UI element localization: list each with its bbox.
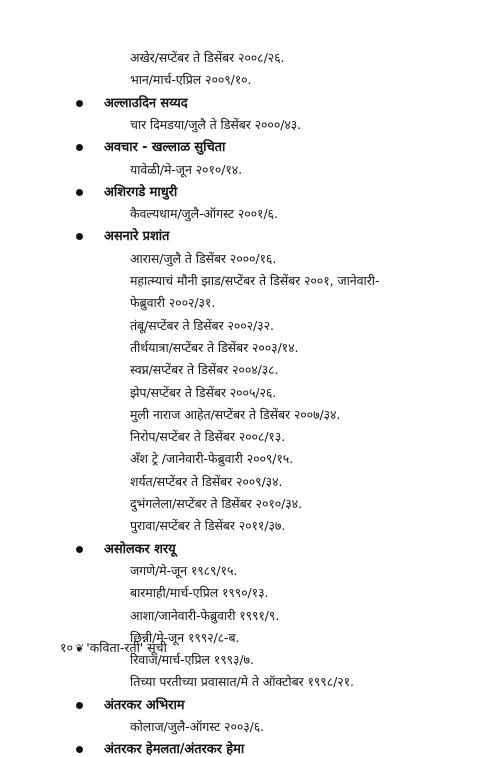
index-entry: महात्म्याचं मौनी झाड/सप्टेंबर ते डिसेंबर २००१, जानेवारी- bbox=[130, 273, 380, 288]
bullet-icon bbox=[76, 702, 83, 709]
index-entry: तंबू/सप्टेंबर ते डिसेंबर २००२/३२. bbox=[130, 318, 274, 333]
bullet-icon bbox=[76, 189, 83, 196]
author-name: अवचार - खल्लाळ सुचिता bbox=[104, 140, 226, 155]
author-name: अंतरकर अभिराम bbox=[104, 698, 185, 713]
bullet-icon bbox=[76, 546, 83, 553]
page-footer bbox=[60, 642, 167, 655]
index-entry: छिन्नी/मे-जून १९९२/८-ब. bbox=[130, 630, 240, 645]
index-entry: पुरावा/सप्टेंबर ते डिसेंबर २०११/३७. bbox=[130, 518, 286, 533]
author-name: अशिरगडे माधुरी bbox=[104, 185, 178, 200]
bullet-icon bbox=[76, 144, 83, 151]
index-entry: भान/मार्च-एप्रिल २००९/१०. bbox=[130, 72, 252, 87]
index-entry: शर्यत/सप्टेंबर ते डिसेंबर २००९/३४. bbox=[130, 474, 283, 489]
index-entry: रिवाज/मार्च-एप्रिल १९९३/७. bbox=[130, 652, 254, 667]
index-entry: अखेर/सप्टेंबर ते डिसेंबर २००८/२६. bbox=[130, 50, 285, 65]
index-entry: यावेळी/मे-जून २०१०/१४. bbox=[130, 162, 243, 177]
index-entry: आशा/जानेवारी-फेब्रुवारी १९९१/९. bbox=[130, 608, 280, 623]
index-entry: झेप/सप्टेंबर ते डिसेंबर २००५/२६. bbox=[130, 385, 277, 400]
author-name: अल्लाउदिन सय्यद bbox=[104, 96, 188, 111]
index-entry: आरास/जुलै ते डिसेंबर २०००/१६. bbox=[130, 251, 277, 266]
index-entry: निरोप/सप्टेंबर ते डिसेंबर २००८/१३. bbox=[130, 429, 286, 444]
footer-title: 'कविता-रती' सूची bbox=[86, 640, 167, 655]
index-entry: दुभंगलेला/सप्टेंबर ते डिसेंबर २०१०/३४. bbox=[130, 496, 302, 511]
index-entry: बारमाही/मार्च-एप्रिल १९९०/१३. bbox=[130, 585, 269, 600]
author-name: असनारे प्रशांत bbox=[104, 229, 170, 244]
index-entry: स्वप्न/सप्टेंबर ते डिसेंबर २००४/३८. bbox=[130, 362, 279, 377]
index-entry: जगणे/मे-जून १९८९/१५. bbox=[130, 563, 238, 578]
flower-ornament-icon: ❦ bbox=[75, 642, 85, 655]
index-entry: कैवल्यधाम/जुलै-ऑगस्ट २००१/६. bbox=[130, 206, 278, 221]
index-entry: अँश ट्रे /जानेवारी-फेब्रुवारी २००९/१५. bbox=[130, 451, 294, 466]
index-entry: तिच्या परतीच्या प्रवासात/मे ते ऑक्टोबर १९९८/२१. bbox=[130, 674, 354, 689]
author-name: अंतरकर हेमलता/अंतरकर हेमा bbox=[104, 742, 245, 757]
index-entry: मुली नाराज आहेत/सप्टेंबर ते डिसेंबर २००७/३४. bbox=[130, 407, 341, 422]
bullet-icon bbox=[76, 233, 83, 240]
index-entry: चार दिमडया/जुलै ते डिसेंबर २०००/४३. bbox=[130, 117, 302, 132]
index-entry: फेब्रुवारी २००२/३१. bbox=[130, 295, 216, 310]
bullet-icon bbox=[76, 100, 83, 107]
index-entry: कोलाज/जुलै-ऑगस्ट २००३/६. bbox=[130, 719, 265, 734]
author-name: असोलकर शरयू bbox=[104, 542, 176, 557]
index-entry: तीर्थयात्रा/सप्टेंबर ते डिसेंबर २००३/१४. bbox=[130, 340, 299, 355]
bullet-icon bbox=[76, 746, 83, 753]
page-number: १० bbox=[60, 640, 74, 655]
